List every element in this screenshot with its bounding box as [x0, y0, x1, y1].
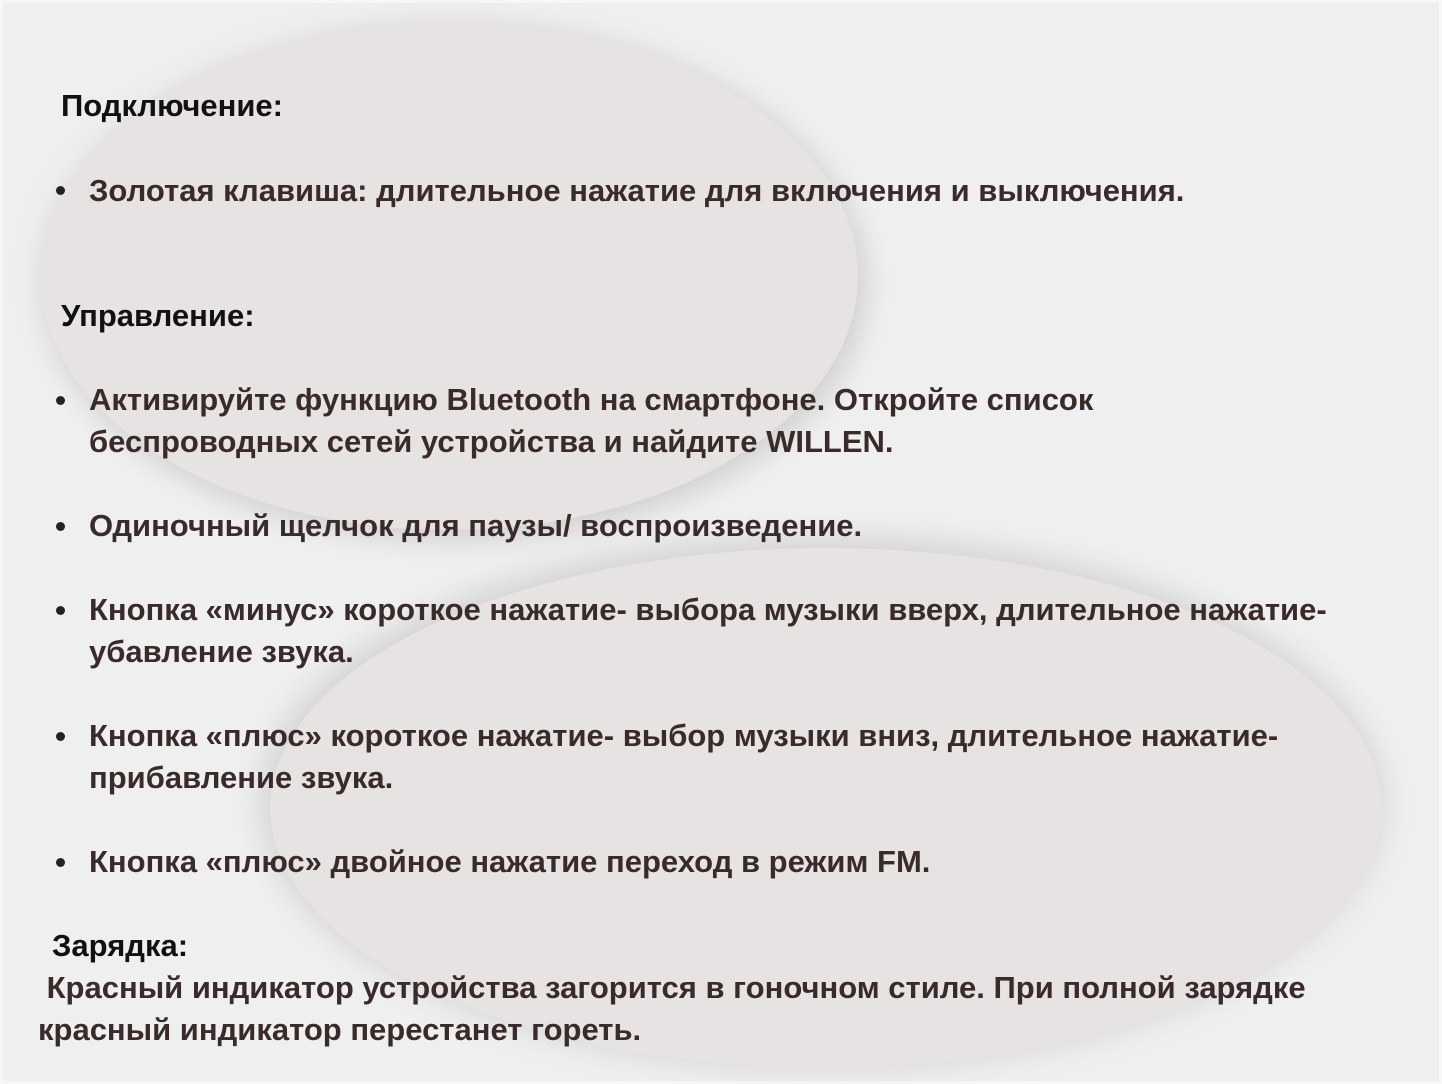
list-item-control-2: Одиночный щелчок для паузы/ воспроизведение.: [89, 508, 863, 543]
section-heading-control: Управление:: [61, 298, 255, 333]
list-item-control-3: Кнопка «минус» короткое нажатие- выбора музыки вверх, длительное нажатие- убавление звука.: [89, 592, 1327, 669]
section-heading-charging: Зарядка:: [52, 928, 189, 963]
bullet-icon: [56, 732, 65, 741]
list-item-connection-1: Золотая клавиша: длительное нажатие для включения и выключения.: [89, 173, 1185, 208]
bullet-icon: [56, 522, 65, 531]
bullet-icon: [56, 858, 65, 867]
bullet-icon: [56, 186, 65, 195]
list-item-control-4: Кнопка «плюс» короткое нажатие- выбор музыки вниз, длительное нажатие- прибавление звука.: [89, 718, 1279, 795]
list-item-control-1: Активируйте функцию Bluetooth на смартфоне. Откройте список беспроводных сетей устройства и найдите WILLEN.: [89, 382, 1094, 459]
charging-description: Красный индикатор устройства загорится в гоночном стиле. При полной зарядке красный индикатор перестанет гореть.: [38, 970, 1315, 1047]
bullet-icon: [56, 396, 65, 405]
section-heading-connection: Подключение:: [61, 88, 283, 123]
bullet-icon: [56, 606, 65, 615]
list-item-control-5: Кнопка «плюс» двойное нажатие переход в режим FM.: [89, 844, 931, 879]
